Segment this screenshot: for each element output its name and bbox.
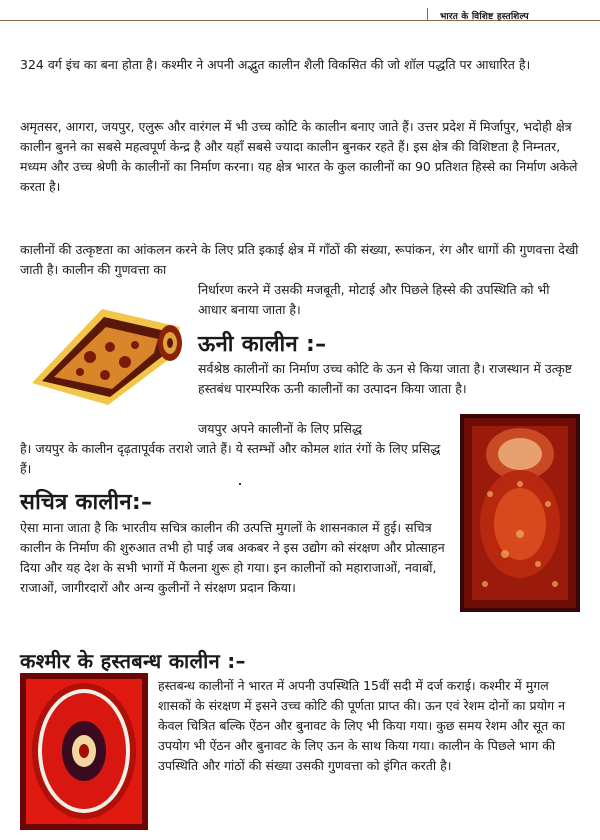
stray-dot [239, 483, 241, 485]
paragraph-woolen-a: सर्वश्रेष्ठ कालीनों का निर्माण उच्च कोटि के ऊन से किया जाता है। राजस्थान में उत्कृष्ट हस्तबंध पारम्परिक ऊनी कालीनों का उत्पादन किया जाता है। [198, 361, 572, 396]
paragraph-woolen-b: जयपुर अपने कालीनों के लिए प्रसिद्ध [198, 421, 362, 436]
heading-pictorial-carpets: सचित्र कालीन:– [20, 490, 153, 515]
running-header: भारत के विशिष्ट हस्तशिल्प [440, 12, 529, 22]
red-carpet-image [460, 414, 580, 612]
paragraph-intro: 324 वर्ग इंच का बना होता है। कश्मीर ने अपनी अद्भुत कालीन शैली विकसित की जो शॉल पद्धति पर आधारित है। [20, 57, 531, 72]
paragraph-woolen-c: है। जयपुर के कालीन दृढ़तापूर्वक तराशे जाते हैं। ये स्तम्भों और कोमल शांत रंगों के लिए प्रसिद्ध हैं। [20, 441, 441, 476]
paragraph-kashmir: हस्तबन्ध कालीनों ने भारत में अपनी उपस्थिति 15वीं सदी में दर्ज कराई। कश्मीर में मुगल शासकों के संरक्षण में इसने उच्च कोटि की पूर्णता प्राप्त की। ऊन एवं रेशम दोनों का प्रयोग न केवल चित्रित बल्कि ऐंठन और बुनावट के लिए भी किया गया। कुछ समय रेशम और सूत का उपयोग भी ऐंठन और बुनावट के लिए ऊन के साथ किया गया। कालीन के पिछले भाग की उपस्थिति और गांठों की संख्या उसकी गुणवत्ता को इंगित करती है। [158, 678, 566, 773]
paragraph-centers: अमृतसर, आगरा, जयपुर, एलुरू और वारंगल में भी उच्च कोटि के कालीन बनाए जाते हैं। उत्तर प्रदेश में मिर्जापुर, भदोही क्षेत्र कालीन बुनने का सबसे महत्वपूर्ण केन्द्र है और यहाँ सबसे ज्यादा कालीन बुनकर रहते हैं। इस क्षेत्र की विशिष्टता है निम्नतर, मध्यम और उच्च श्रेणी के कालीनों का निर्माण करना। यह क्षेत्र भारत के कुल कालीनों का 90 प्रतिशत हिस्से का निर्माण अकेले करता है। [20, 119, 578, 194]
paragraph-quality-b: निर्धारण करने में उसकी मजबूती, मोटाई और पिछले हिस्से की उपस्थिति को भी आधार बनाया जाता है। [198, 282, 550, 317]
heading-kashmir-carpets: कश्मीर के हस्तबन्ध कालीन :– [20, 649, 246, 673]
kashmir-carpet-image [20, 673, 148, 830]
paragraph-quality-a: कालीनों की उत्कृष्टता का आंकलन करने के लिए प्रति इकाई क्षेत्र में गाँठों की संख्या, रूपांकन, रंग और धागों की गुणवत्ता देखी जाती है। कालीन की गुणवत्ता का [20, 242, 579, 277]
heading-woolen-carpets: ऊनी कालीन :– [198, 332, 327, 357]
paragraph-pictorial: ऐसा माना जाता है कि भारतीय सचित्र कालीन की उत्पत्ति मुगलों के शासनकाल में हुई। सचित्र कालीन के निर्माण की शुरुआत तभी हो पाई जब अकबर ने इस उद्योग को संरक्षण और प्रोत्साहन दिया और यह देश के सभी भागों में फैलना शुरू हो गया। इन कालीनों को महाराजाओं, नवाबों, राजाओं, जागीरदारों और अन्य कुलीनों ने संरक्षण प्रदान किया। [20, 520, 445, 595]
rolled-carpet-image [20, 287, 188, 407]
